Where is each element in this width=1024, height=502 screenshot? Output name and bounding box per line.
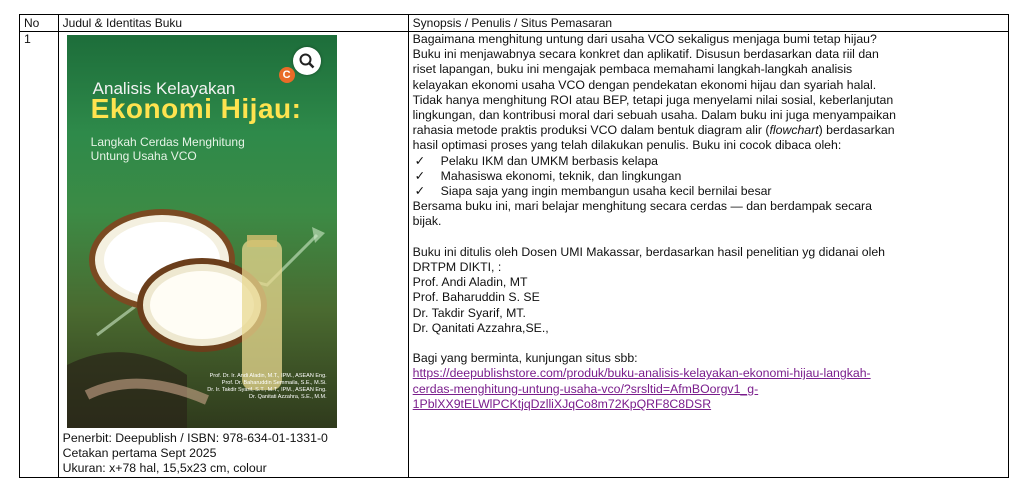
list-item	[413, 184, 1004, 199]
book-size: Ukuran: x+78 hal, 15,5x23 cm, colour	[62, 461, 267, 476]
header-title: Judul & Identitas Buku	[58, 15, 408, 32]
author-name: Prof. Baharuddin S. SE	[412, 290, 540, 305]
list-item	[413, 154, 1004, 169]
cover-subtitle-line2: Untung Usaha VCO	[90, 149, 197, 163]
synopsis-line: hasil optimasi proses yang telah dilakukan penulis. Buku ini cocok dibaca oleh:	[412, 138, 842, 153]
book-info	[63, 431, 404, 477]
book-cover-image[interactable]	[67, 35, 337, 428]
book-table	[19, 14, 1009, 478]
author-name: Dr. Takdir Syarif, MT.	[412, 305, 526, 320]
header-no: No	[20, 15, 59, 32]
cover-author: Prof. Dr. Ir. Andi Aladin, M.T., IPM., ASEAN Eng.	[209, 373, 327, 379]
header-synopsis: Synopsis / Penulis / Situs Pemasaran	[408, 15, 1008, 32]
synopsis-line: Buku ini menjawabnya secara konkret dan aplikatif. Disusun berdasarkan data riil dan	[412, 47, 879, 62]
synopsis-line	[413, 123, 1004, 138]
list-item	[413, 169, 1004, 184]
synopsis-cell	[408, 32, 1008, 478]
zoom-button[interactable]	[293, 47, 321, 75]
audience-text: Siapa saja yang ingin membangun usaha kecil bernilai besar	[440, 184, 772, 199]
cover-authors	[147, 373, 327, 401]
magnifier-icon	[293, 47, 321, 75]
edition: Cetakan pertama Sept 2025	[62, 446, 217, 461]
store-link-line[interactable]: 1PblXX9tELWlPCKtjqDzlliXJqCo8m72KpQRF8C8DSR	[412, 396, 712, 411]
store-link-line[interactable]: cerdas-menghitung-untung-usaha-vco/?srsltid=AfmBOorgv1_g-	[412, 381, 759, 396]
header-row	[20, 15, 1009, 32]
synopsis-line: Tidak hanya menghitung ROI atau BEP, tetapi juga menyelami nilai sosial, keberlanjutan	[412, 92, 894, 107]
cover-logo-badge: C	[279, 67, 295, 83]
audience-text: Pelaku IKM dan UMKM berbasis kelapa	[440, 153, 659, 168]
cover-author: Dr. Qanitati Azzahra, S.E., M.M.	[249, 394, 327, 400]
synopsis-line: riset lapangan, buku ini mengajak pembaca memahami langkah-langkah analisis	[412, 62, 853, 77]
written-by-line: DRTPM DIKTI, :	[412, 260, 502, 275]
synopsis-line: kelayakan ekonomi usaha VCO dengan pendekatan ekonomi hijau dan syariah halal.	[412, 77, 877, 92]
audience-list	[413, 154, 1004, 200]
table-row	[20, 32, 1009, 478]
check-icon: ✓	[414, 153, 425, 168]
synopsis-line: Bagaimana menghitung untung dari usaha VCO sekaligus menjaga bumi tetap hijau?	[412, 32, 877, 46]
flow-text-pre: rahasia metode praktis produksi VCO dalam bentuk diagram alir (	[412, 123, 770, 138]
check-icon: ✓	[414, 168, 425, 183]
check-icon: ✓	[414, 184, 425, 199]
cover-title-line2: Ekonomi Hijau:	[90, 93, 302, 124]
store-link-line[interactable]: https://deepublishstore.com/produk/buku-analisis-kelayakan-ekonomi-hijau-langkah-	[412, 366, 871, 381]
author-name: Dr. Qanitati Azzahra,SE.,	[412, 320, 549, 335]
audience-text: Mahasiswa ekonomi, teknik, dan lingkungan	[440, 168, 682, 183]
visit-site-text: Bagi yang berminta, kunjungan situs sbb:	[412, 351, 638, 366]
book-identity-cell	[58, 32, 408, 478]
store-link[interactable]	[413, 366, 1004, 412]
synopsis-line: lingkungan, dan kontribusi moral dari sebuah usaha. Dalam buku ini juga menyampaikan	[412, 108, 896, 123]
publisher-isbn: Penerbit: Deepublish / ISBN: 978-634-01-1331-0	[62, 431, 328, 445]
flow-text-italic: flowchart	[769, 123, 819, 138]
author-name: Prof. Andi Aladin, MT	[412, 275, 528, 290]
written-by-line: Buku ini ditulis oleh Dosen UMI Makassar, berdasarkan hasil penelitian yg didanai oleh	[412, 244, 886, 259]
closing-line: bijak.	[412, 214, 442, 229]
cover-author: Prof. Dr. Baharuddin Semmaila, S.E., M.Si.	[221, 380, 327, 386]
cover-subtitle	[91, 135, 245, 163]
closing-line: Bersama buku ini, mari belajar menghitung secara cerdas — dan berdampak secara	[412, 199, 872, 214]
cover-author: Dr. Ir. Takdir Syarif, S.T., M.T., IPM., ASEAN Eng.	[207, 387, 327, 393]
flow-text-post: ) berdasarkan	[818, 123, 895, 138]
cover-title-line1: Analisis Kelayakan	[92, 79, 236, 98]
cover-subtitle-line1: Langkah Cerdas Menghitung	[90, 135, 245, 149]
row-number: 1	[20, 32, 59, 478]
